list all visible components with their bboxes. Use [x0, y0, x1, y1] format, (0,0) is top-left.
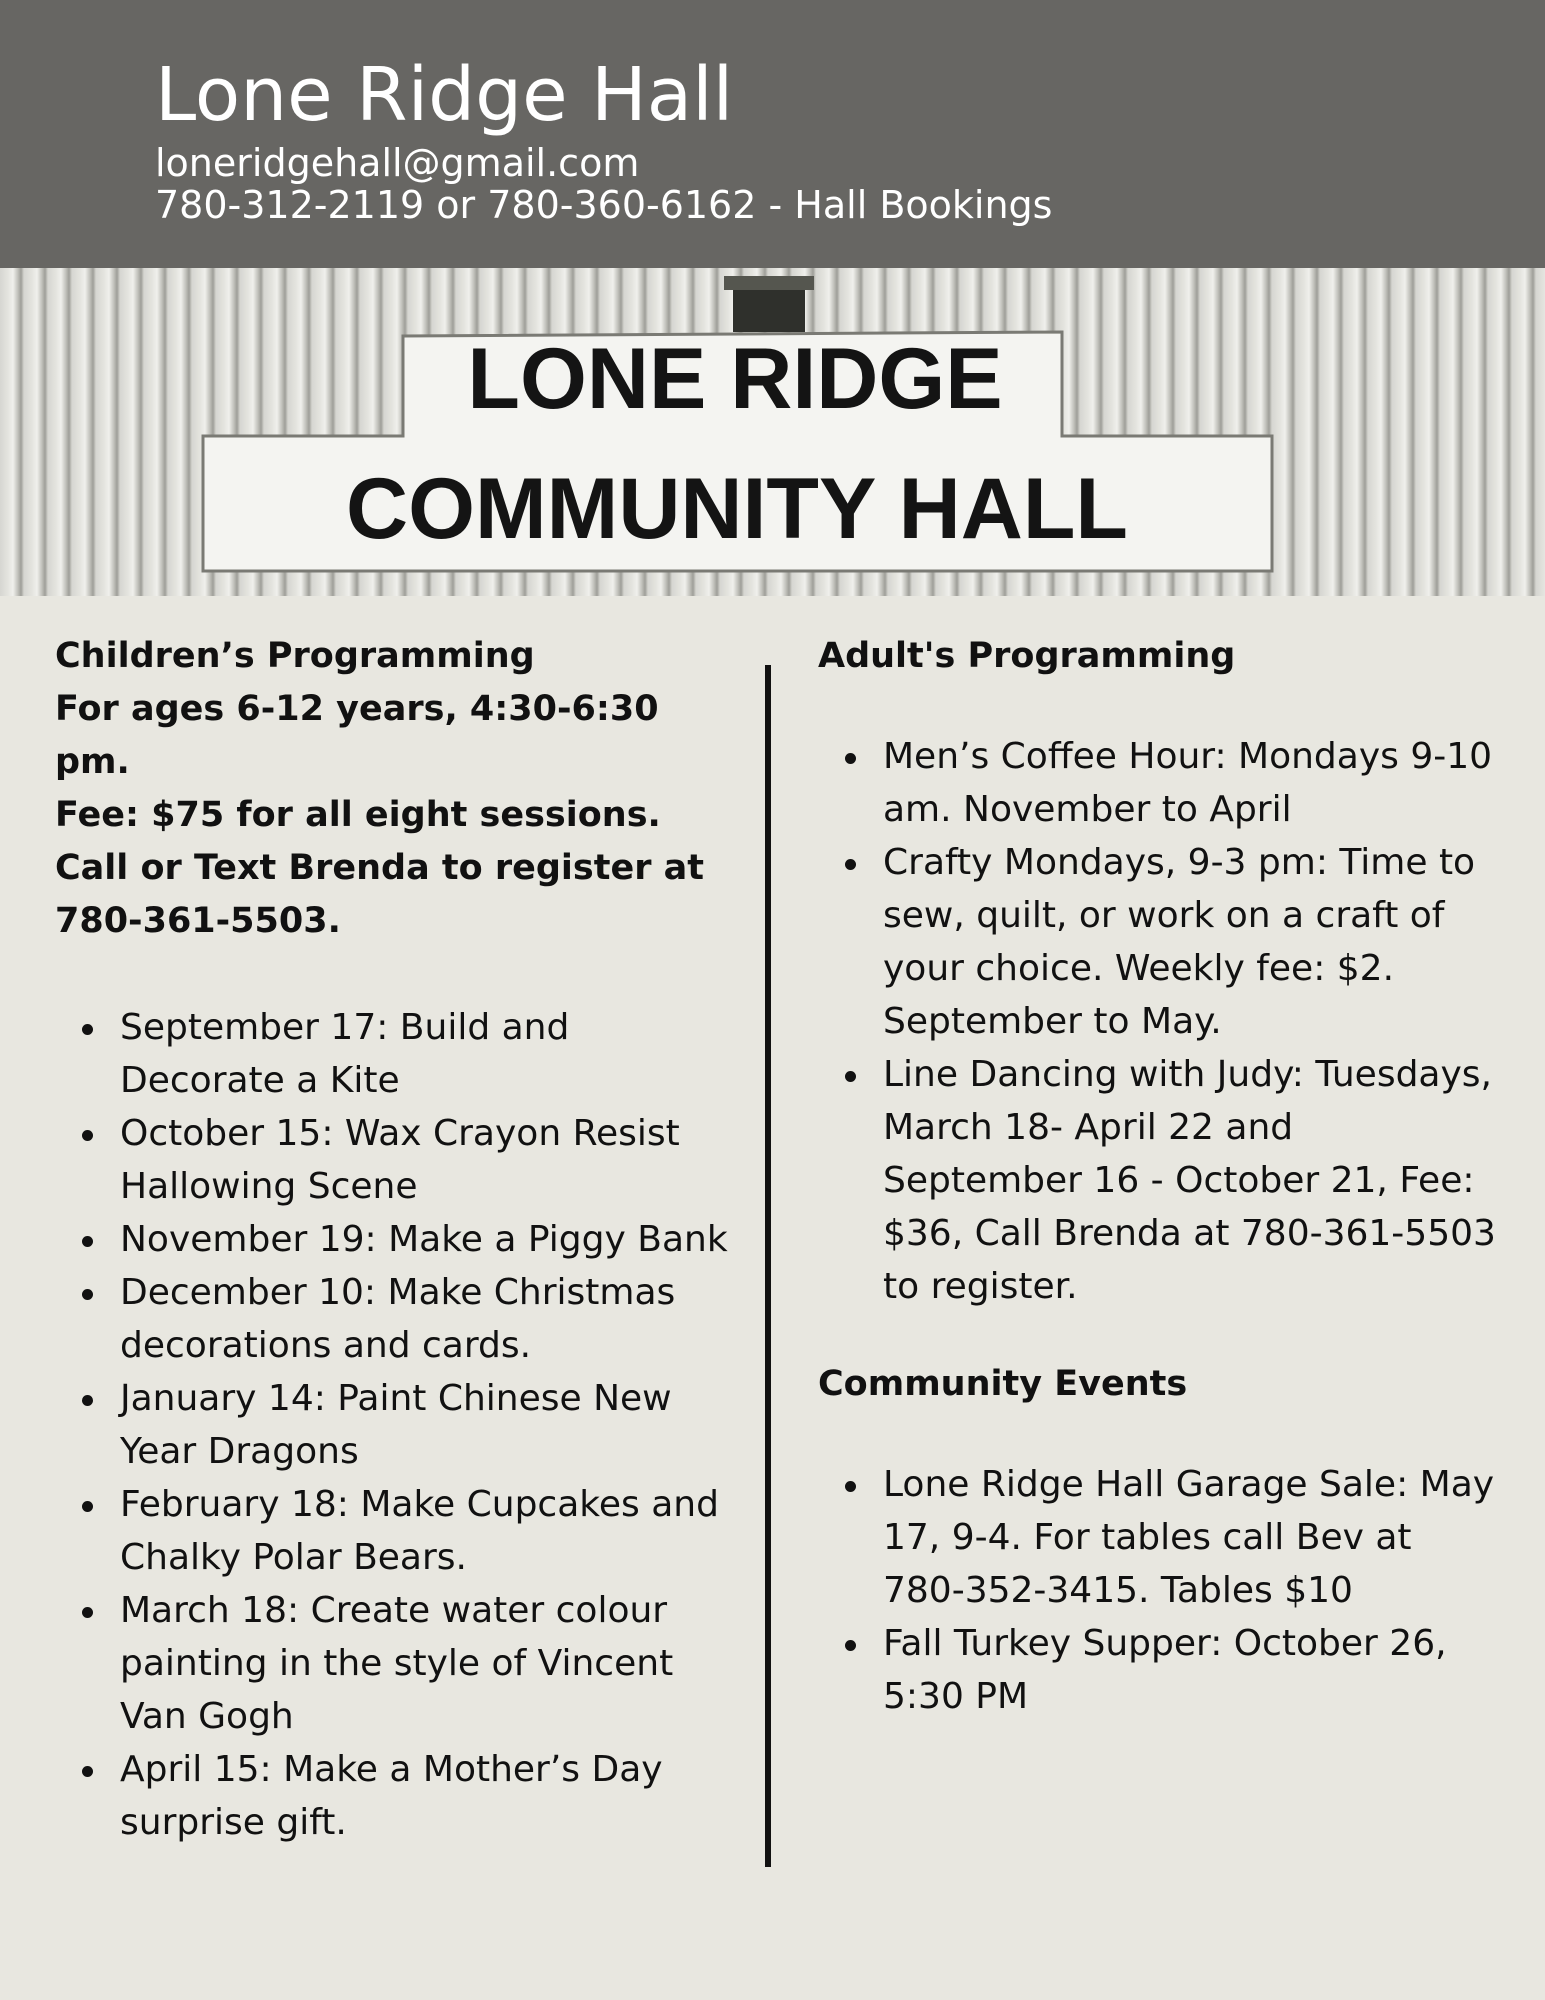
contact-email: loneridgehall@gmail.com	[155, 141, 640, 185]
list-item: March 18: Create water colour painting in the style of Vincent Van Gogh	[55, 1584, 745, 1743]
childrens-register: Call or Text Brenda to register at	[55, 848, 704, 888]
hall-sign-light-fixture	[733, 286, 805, 332]
adults-heading: Adult's Programming	[818, 636, 1236, 676]
header	[0, 0, 1545, 268]
hall-sign-line1: LONE RIDGE	[467, 331, 1003, 427]
hall-sign	[0, 268, 1545, 596]
childrens-ages: For ages 6-12 years, 4:30-6:30 pm.	[55, 689, 659, 782]
community-heading: Community Events	[818, 1364, 1188, 1404]
childrens-programming	[55, 630, 745, 1849]
list-item: December 10: Make Christmas decorations and cards.	[55, 1266, 745, 1372]
childrens-list	[55, 1001, 745, 1849]
list-item: Fall Turkey Supper: October 26, 5:30 PM	[818, 1617, 1498, 1723]
list-item: October 15: Wax Crayon Resist Hallowing Scene	[55, 1107, 745, 1213]
childrens-phone: 780-361-5503.	[55, 901, 341, 941]
list-item: February 18: Make Cupcakes and Chalky Polar Bears.	[55, 1478, 745, 1584]
list-item: Crafty Mondays, 9-3 pm: Time to sew, quilt, or work on a craft of your choice. Weekly fee: $2. September to May.	[818, 836, 1498, 1048]
column-divider	[765, 665, 771, 1867]
page-title: Lone Ridge Hall	[155, 52, 734, 138]
list-item: Lone Ridge Hall Garage Sale: May 17, 9-4. For tables call Bev at 780-352-3415. Tables $10	[818, 1458, 1498, 1617]
hall-sign-line2: COMMUNITY HALL	[346, 461, 1128, 557]
hall-sign-photo	[0, 268, 1545, 596]
adults-list	[818, 730, 1498, 1313]
list-item: April 15: Make a Mother’s Day surprise gift.	[55, 1743, 745, 1849]
list-item: Men’s Coffee Hour: Mondays 9-10 am. November to April	[818, 730, 1498, 836]
childrens-heading: Children’s Programming	[55, 636, 535, 676]
adults-programming	[818, 630, 1498, 1723]
hall-sign-light-base	[724, 276, 814, 290]
childrens-fee: Fee: $75 for all eight sessions.	[55, 795, 661, 835]
contact-phones: 780-312-2119 or 780-360-6162 - Hall Bookings	[155, 183, 1053, 227]
community-list	[818, 1458, 1498, 1723]
list-item: January 14: Paint Chinese New Year Dragons	[55, 1372, 745, 1478]
list-item: Line Dancing with Judy: Tuesdays, March 18- April 22 and September 16 - October 21, Fee: $36, Call Brenda at 780-361-5503 to register.	[818, 1048, 1498, 1313]
list-item: September 17: Build and Decorate a Kite	[55, 1001, 745, 1107]
list-item: November 19: Make a Piggy Bank	[55, 1213, 745, 1266]
